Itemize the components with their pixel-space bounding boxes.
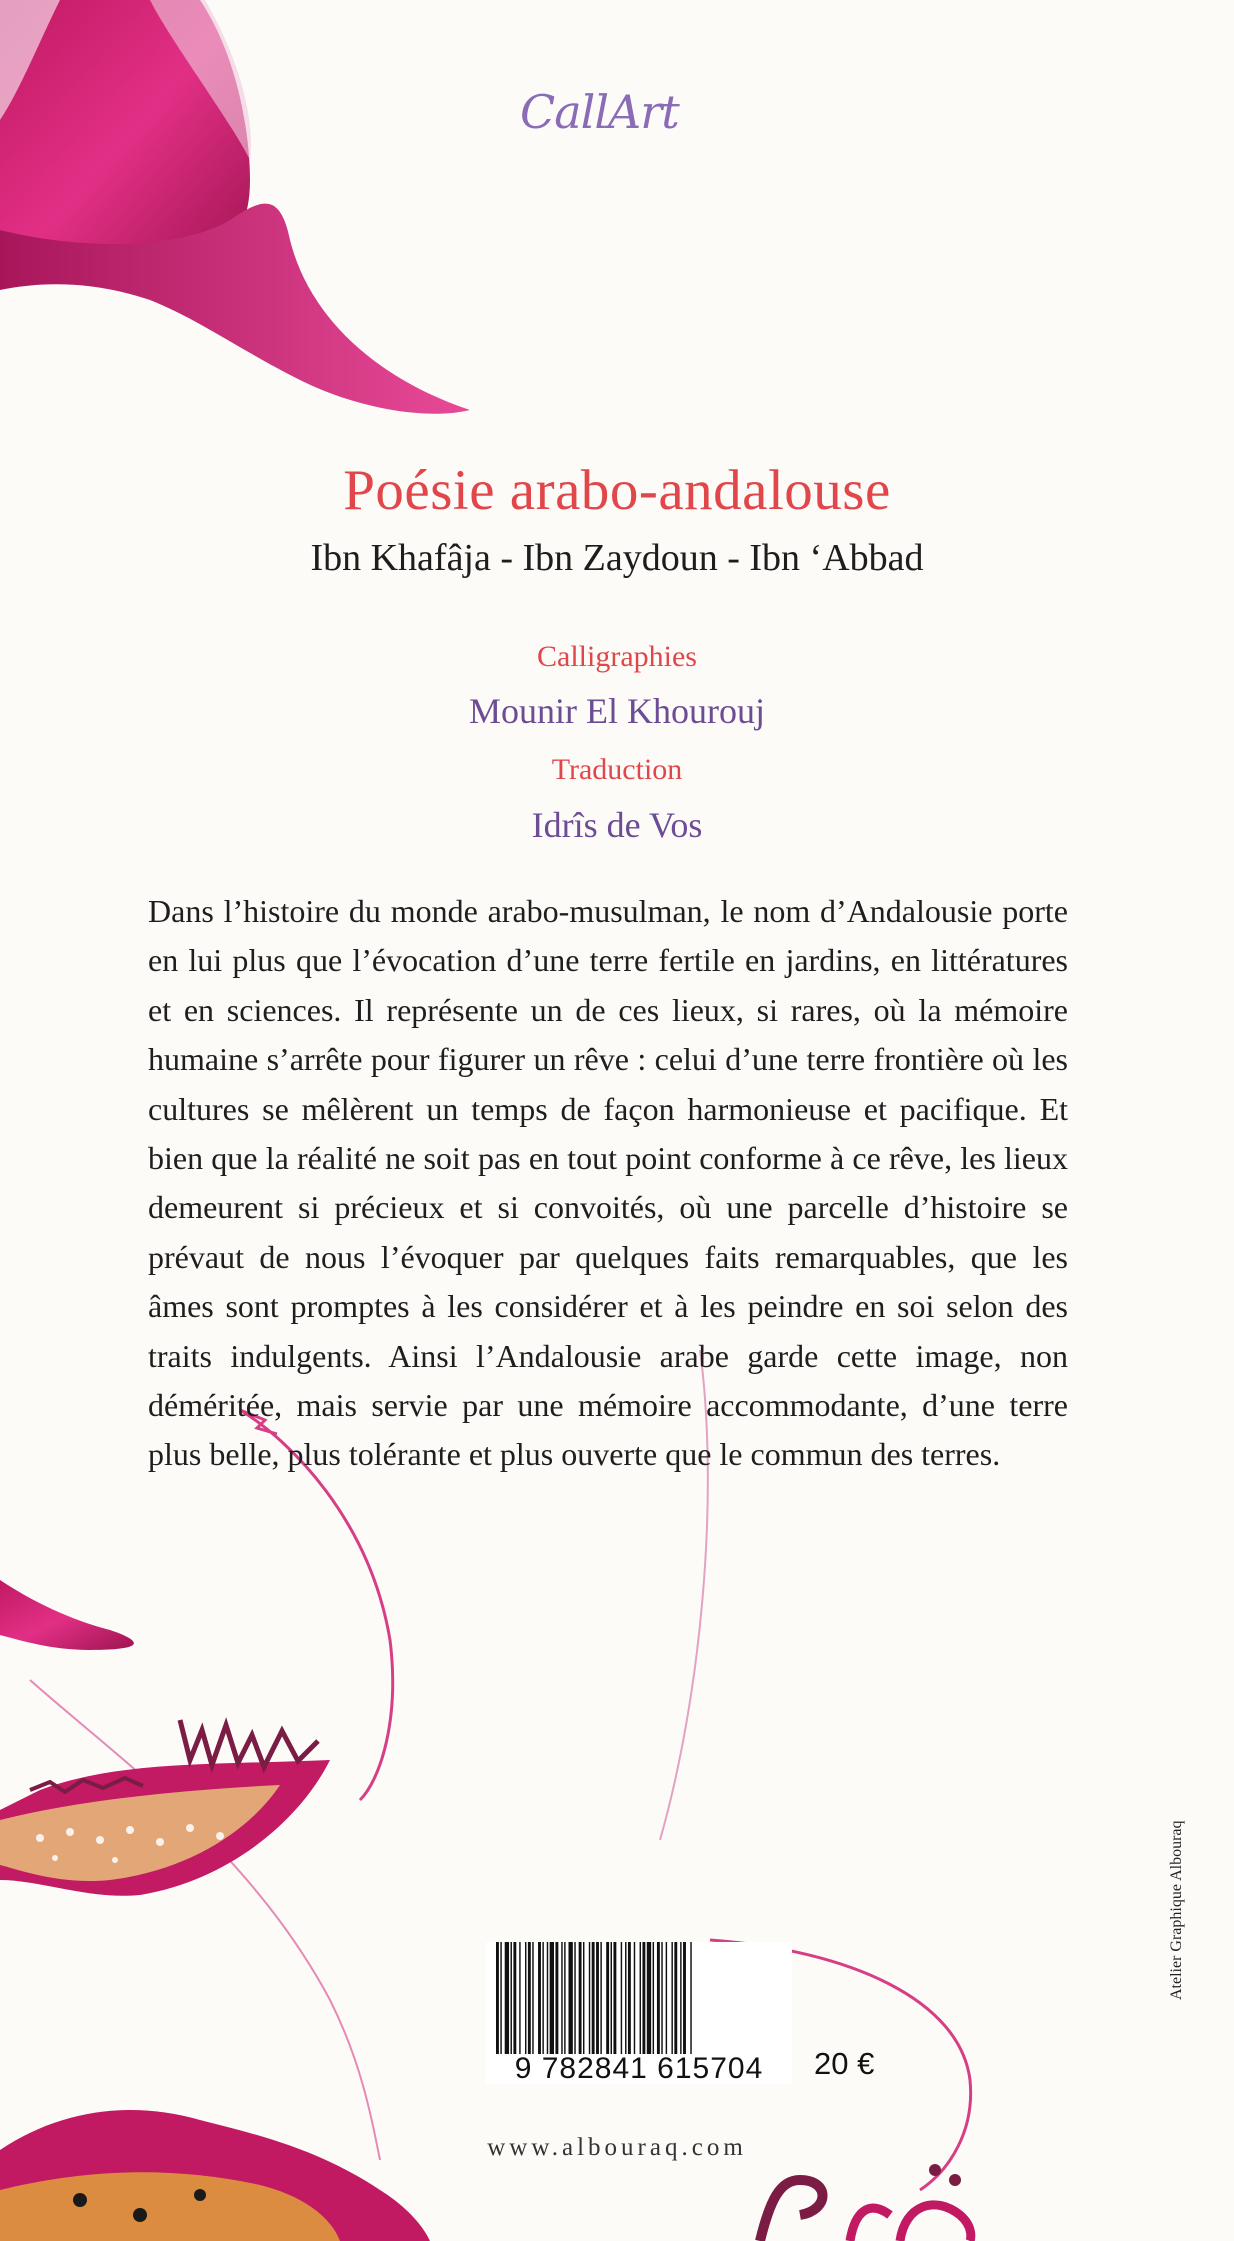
- barcode-bar: [674, 1942, 677, 2054]
- barcode-bar: [550, 1942, 554, 2054]
- barcode-bar: [496, 1942, 499, 2054]
- barcode-bar: [625, 1942, 626, 2054]
- barcode-bar: [528, 1942, 531, 2054]
- barcode-bar: [653, 1942, 654, 2054]
- barcode-bar: [592, 1942, 595, 2054]
- barcode-bar: [657, 1942, 660, 2054]
- design-credit: Atelier Graphique Albouraq: [1168, 1820, 1185, 2000]
- barcode-bar: [596, 1942, 599, 2054]
- barcode-bar: [561, 1942, 562, 2054]
- barcode-bar: [661, 1942, 662, 2054]
- barcode-bar: [513, 1942, 516, 2054]
- barcode-bar: [600, 1942, 601, 2054]
- barcode-bars: [496, 1942, 782, 2054]
- isbn-digits: 9 782841 615704: [514, 2052, 764, 2085]
- barcode-bar: [583, 1942, 584, 2054]
- barcode-bar: [532, 1942, 533, 2054]
- brush-stroke-left: [0, 1580, 134, 1650]
- barcode-bar: [611, 1942, 612, 2054]
- barcode-bar: [525, 1942, 526, 2054]
- barcode-bar: [574, 1942, 575, 2054]
- barcode-bar: [555, 1942, 558, 2054]
- barcode-bar: [628, 1942, 631, 2054]
- barcode-bar: [683, 1942, 686, 2054]
- website-url[interactable]: www.albouraq.com: [487, 2134, 747, 2161]
- barcode-bar: [538, 1942, 541, 2054]
- isbn-barcode: [486, 1942, 792, 2084]
- blurb-paragraph: Dans l’histoire du monde arabo-musulman, le nom d’Andalousie porte en lui plus que l’évocation d’une terre fertile en jardins, en littératures et en sciences. Il représente un de ces lieux, si rares, où la mémoire humaine s’arrête pour figurer un rêve : celui d’une terre frontière où les cultures se mêlèrent un temps de façon harmonieuse et pacifique. Et bien que la réalité ne soit pas en tout point conforme à ce rêve, les lieux demeurent si précieux et si convoités, où une parcelle d’histoire se prévaut de nous l’évoquer par quelques faits remarquables, que les âmes sont promptes à les considérer et à les peindre en soi selon des traits indulgents. Ainsi l’Andalousie arabe garde cette image, non déméritée, mais servie par une mémoire accommodante, d’une terre plus belle, plus tolérante et plus ouverte que le commun des terres.: [148, 893, 1068, 1473]
- barcode-bar: [680, 1942, 681, 2054]
- barcode-bar: [642, 1942, 645, 2054]
- book-authors: Ibn Khafâja - Ibn Zaydoun - Ibn ‘Abbad: [310, 537, 924, 579]
- barcode-bar: [690, 1942, 691, 2054]
- barcode-bar: [547, 1942, 548, 2054]
- translator-name: Idrîs de Vos: [531, 805, 703, 845]
- barcode-bar: [589, 1942, 590, 2054]
- barcode-bar: [500, 1942, 501, 2054]
- calligraphy-label: Calligraphies: [537, 640, 697, 673]
- barcode-bar: [505, 1942, 509, 2054]
- barcode-bar: [542, 1942, 543, 2054]
- barcode-bar: [647, 1942, 651, 2054]
- barcode-bar: [634, 1942, 635, 2054]
- barcode-bar: [519, 1942, 520, 2054]
- barcode-bar: [564, 1942, 565, 2054]
- translation-label: Traduction: [551, 753, 683, 786]
- barcode-bar: [579, 1942, 582, 2054]
- barcode-bar: [606, 1942, 609, 2054]
- price-label: 20 €: [814, 2046, 875, 2081]
- book-title: Poésie arabo-andalouse: [343, 459, 891, 522]
- barcode-bar: [671, 1942, 672, 2054]
- barcode-bar: [666, 1942, 667, 2054]
- barcode-bar: [621, 1942, 622, 2054]
- calligrapher-name: Mounir El Khourouj: [469, 691, 765, 731]
- barcode-bar: [511, 1942, 512, 2054]
- barcode-bar: [569, 1942, 573, 2054]
- barcode-bar: [613, 1942, 616, 2054]
- barcode-bar: [640, 1942, 641, 2054]
- publisher-logo: CallArt: [520, 85, 679, 139]
